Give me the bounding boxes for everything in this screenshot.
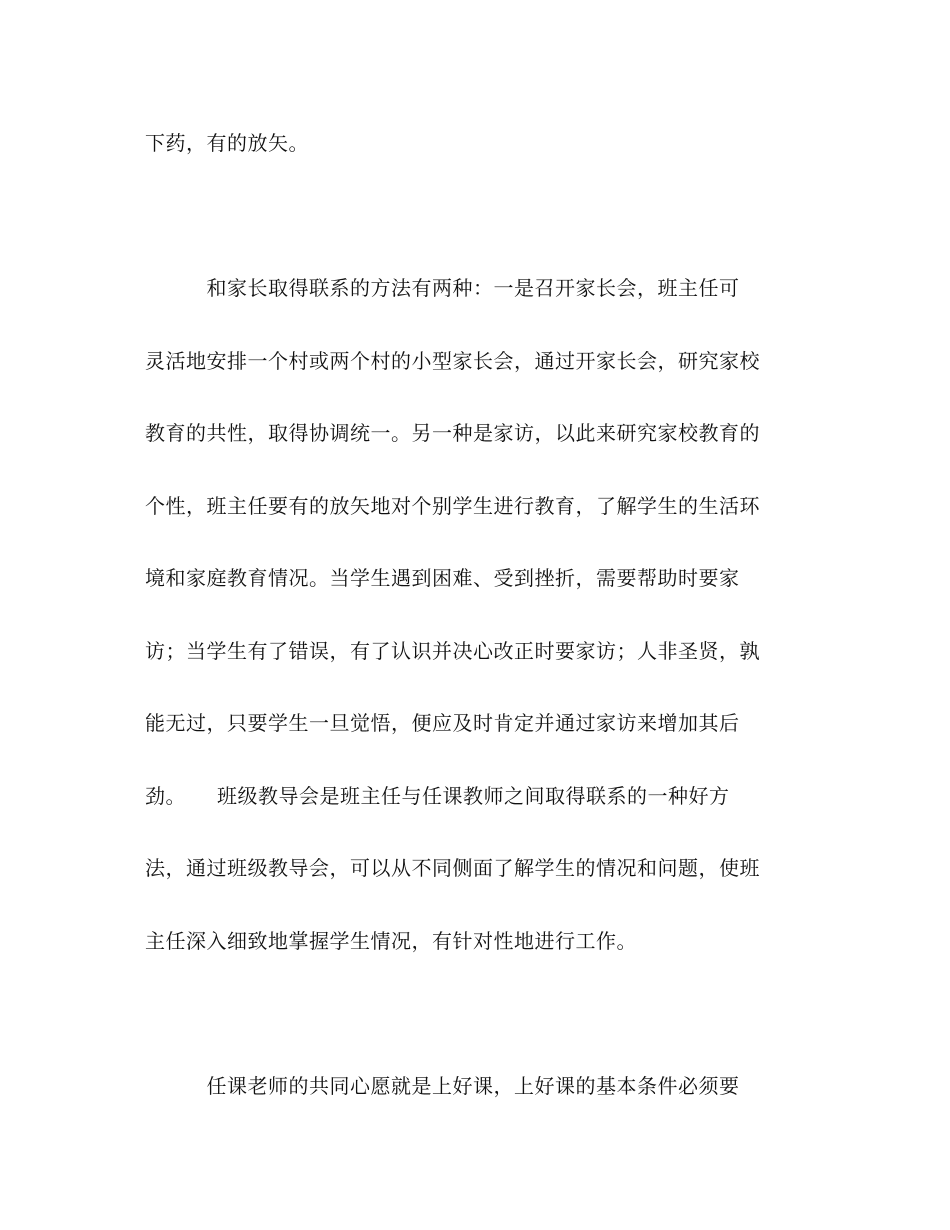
- text-line: 灵活地安排一个村或两个村的小型家长会，通过开家长会，研究家校: [145, 349, 760, 373]
- text-line: 任课老师的共同心愿就是上好课，上好课的基本条件必须要: [145, 1074, 740, 1098]
- text-line: 主任深入细致地掌握学生情况，有针对性地进行工作。: [145, 929, 637, 953]
- text-line: 能无过，只要学生一旦觉悟，便应及时肯定并通过家访来增加其后: [145, 711, 740, 735]
- text-line: 访；当学生有了错误，有了认识并决心改正时要家访；人非圣贤，孰: [145, 639, 760, 663]
- text-line: 境和家庭教育情况。当学生遇到困难、受到挫折，需要帮助时要家: [145, 566, 740, 590]
- text-line: 法，通过班级教导会，可以从不同侧面了解学生的情况和问题，使班: [145, 856, 760, 880]
- text-line: 和家长取得联系的方法有两种：一是召开家长会，班主任可: [145, 276, 740, 300]
- text-line: 劲。 班级教导会是班主任与任课教师之间取得联系的一种好方: [145, 784, 730, 808]
- text-line: 个性，班主任要有的放矢地对个别学生进行教育，了解学生的生活环: [145, 494, 760, 518]
- text-line: 下药，有的放矢。: [145, 131, 309, 155]
- text-line: 教育的共性，取得协调统一。另一种是家访，以此来研究家校教育的: [145, 421, 760, 445]
